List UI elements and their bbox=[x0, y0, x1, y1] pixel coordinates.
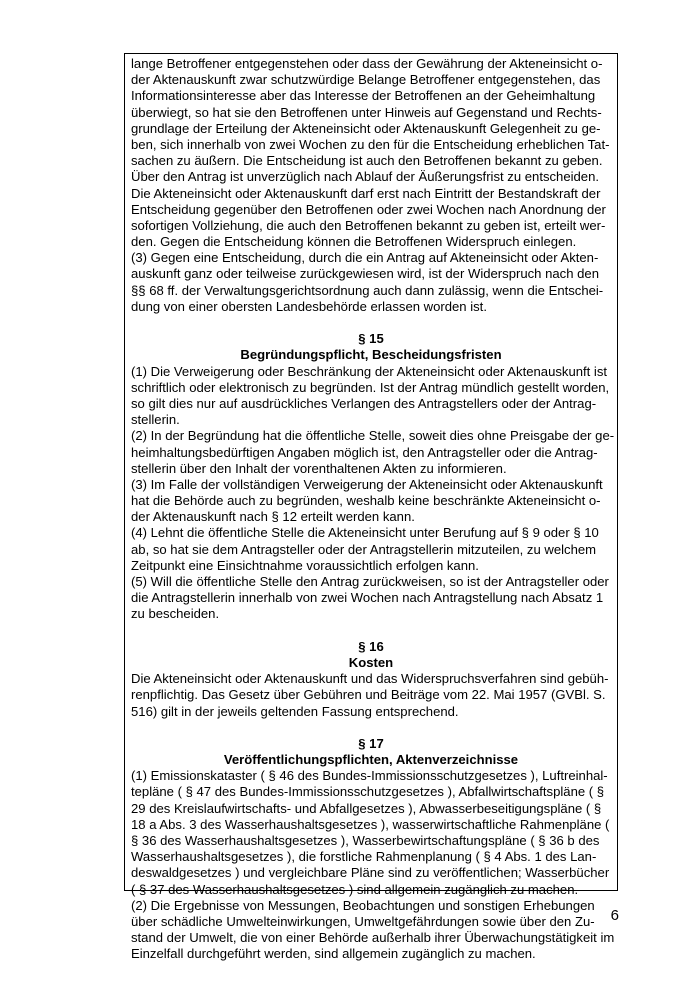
page-number: 6 bbox=[610, 907, 619, 924]
text-line: Wasserhaushaltsgesetzes ), die forstliche Rahmenplanung ( § 4 Abs. 1 des Lan- bbox=[131, 849, 597, 865]
text-line: (3) Gegen eine Entscheidung, durch die ein Antrag auf Akteneinsicht oder Akten- bbox=[131, 250, 599, 266]
text-line: heimhaltungsbedürftigen Angaben möglich ist, den Antragsteller oder die Antrag- bbox=[131, 444, 598, 460]
text-line: sachen zu äußern. Die Entscheidung ist auch den Betroffenen bekannt zu geben. bbox=[131, 153, 603, 169]
text-line: Entscheidung gegenüber den Betroffenen oder zwei Wochen nach Anordnung der bbox=[131, 201, 606, 217]
text-line: renpflichtig. Das Gesetz über Gebühren und Beiträge vom 22. Mai 1957 (GVBl. S. bbox=[131, 687, 606, 703]
text-line: stellerin. bbox=[131, 412, 180, 428]
text-line: schriftlich oder elektronisch zu begründen. Ist der Antrag mündlich gestellt worden, bbox=[131, 379, 610, 395]
section-number: § 15 bbox=[358, 331, 384, 347]
section-15 bbox=[131, 331, 615, 622]
text-line: (5) Will die öffentliche Stelle den Antrag zurückweisen, so ist der Antragsteller oder bbox=[131, 574, 609, 589]
text-line: stellerin über den Inhalt der vorenthaltenen Akten zu informieren. bbox=[131, 460, 507, 476]
text-line: über schädliche Umwelteinwirkungen, Umweltgefährdungen sowie über den Zu- bbox=[131, 913, 595, 929]
text-line: Über den Antrag ist unverzüglich nach Ablauf der Äußerungsfrist zu entscheiden. bbox=[131, 169, 600, 185]
text-line: lange Betroffener entgegenstehen oder dass der Gewährung der Akteneinsicht o- bbox=[131, 56, 603, 71]
text-line: 516) gilt in der jeweils geltenden Fassung entsprechend. bbox=[131, 703, 459, 719]
text-line: zu bescheiden. bbox=[131, 606, 220, 622]
text-line: § 36 des Wasserhaushaltsgesetzes ), Wasserbewirtschaftungspläne ( § 36 b des bbox=[131, 833, 600, 848]
text-line: stand der Umwelt, die von einer Behörde außerhalb ihrer Überwachungstätigkeit im bbox=[131, 930, 615, 946]
text-frame bbox=[124, 53, 618, 962]
text-line: Die Akteneinsicht oder Aktenauskunft darf erst nach Eintritt der Bestandskraft der bbox=[131, 185, 601, 201]
text-line: die Antragstellerin innerhalb von zwei Wochen nach Antragstellung nach Absatz 1 bbox=[131, 590, 604, 606]
text-line: den. Gegen die Entscheidung können die Betroffenen Widerspruch einlegen. bbox=[131, 234, 577, 250]
text-line: 29 des Kreislaufwirtschafts- und Abfallgesetzes ), Abwasserbeseitigungspläne ( § bbox=[131, 800, 602, 816]
text-line: Zeitpunkt eine Einsichtnahme voraussichtlich erfolgen kann. bbox=[131, 557, 479, 573]
text-line: hat die Behörde auch zu begründen, weshalb keine beschränkte Akteneinsicht o- bbox=[131, 493, 601, 509]
text-line: tepläne ( § 47 des Bundes-Immissionsschutzgesetzes ), Abfallwirtschaftspläne ( § bbox=[131, 784, 605, 800]
text-line: Einzelfall durchgeführt werden, sind allgemein zugänglich zu machen. bbox=[131, 946, 536, 962]
text-line: (1) Die Verweigerung oder Beschränkung der Akteneinsicht oder Aktenauskunft ist bbox=[131, 363, 608, 379]
text-line: dung von einer obersten Landesbehörde erlassen worden ist. bbox=[131, 298, 487, 314]
intro-paragraph bbox=[131, 56, 611, 315]
text-line: (3) Im Falle der vollständigen Verweigerung der Akteneinsicht oder Aktenauskunft bbox=[131, 476, 603, 492]
section-16 bbox=[131, 639, 611, 720]
text-line: ab, so hat sie dem Antragsteller oder der Antragstellerin mitzuteilen, zu welchem bbox=[131, 541, 597, 557]
text-line: 18 a Abs. 3 des Wasserhaushaltsgesetzes ), wasserwirtschaftliche Rahmenpläne ( bbox=[131, 816, 610, 832]
text-line: der Aktenauskunft nach § 12 erteilt werden kann. bbox=[131, 509, 415, 525]
section-title: Veröffentlichungspflichten, Aktenverzeichnisse bbox=[223, 752, 519, 768]
text-line: (1) Emissionskataster ( § 46 des Bundes-Immissionsschutzgesetzes ), Luftreinhal- bbox=[131, 768, 608, 784]
text-line: sofortigen Vollziehung, die auch den Betroffenen bekannt zu geben ist, erteilt wer- bbox=[131, 217, 606, 233]
text-line: auskunft ganz oder teilweise zurückgewiesen wird, ist der Widerspruch nach den bbox=[131, 266, 599, 282]
section-number: § 16 bbox=[358, 638, 384, 654]
text-line: deswaldgesetzes ) und vergleichbare Pläne sind zu veröffentlichen; Wasserbücher bbox=[131, 865, 610, 881]
text-line: grundlage der Erteilung der Akteneinsicht oder Aktenauskunft Gelegenheit zu ge- bbox=[131, 120, 601, 136]
section-17 bbox=[131, 735, 615, 963]
text-line: Informationsinteresse aber das Interesse der Betroffenen an der Geheimhaltung bbox=[131, 88, 596, 104]
text-line: so gilt dies nur auf ausdrückliches Verlangen des Antragstellers oder der Antrag- bbox=[131, 395, 597, 411]
text-line: §§ 68 ff. der Verwaltungsgerichtsordnung auch dann zulässig, wenn die Entschei- bbox=[131, 282, 604, 298]
text-line: (2) In der Begründung hat die öffentliche Stelle, soweit dies ohne Preisgabe der ge- bbox=[131, 428, 615, 444]
section-number: § 17 bbox=[358, 735, 384, 751]
section-title: Begründungspflicht, Bescheidungsfristen bbox=[240, 347, 502, 363]
text-line: ben, sich innerhalb von zwei Wochen zu den für die Entscheidung erheblichen Tat- bbox=[131, 136, 610, 152]
text-line: (4) Lehnt die öffentliche Stelle die Akteneinsicht unter Berufung auf § 9 oder § 10 bbox=[131, 525, 599, 541]
text-line: Die Akteneinsicht oder Aktenauskunft und das Widerspruchsverfahren sind gebüh- bbox=[131, 671, 609, 687]
text-line: der Aktenauskunft zwar schutzwürdige Belange Betroffener entgegenstehen, das bbox=[131, 72, 601, 88]
text-line: überwiegt, so hat sie den Betroffenen unter Hinweis auf Gegenstand und Rechts- bbox=[131, 104, 602, 120]
section-title: Kosten bbox=[348, 654, 394, 670]
text-line: ( § 37 des Wasserhaushaltsgesetzes ) sind allgemein zugänglich zu machen. bbox=[131, 881, 579, 897]
text-line: (2) Die Ergebnisse von Messungen, Beobachtungen und sonstigen Erhebungen bbox=[131, 897, 595, 913]
